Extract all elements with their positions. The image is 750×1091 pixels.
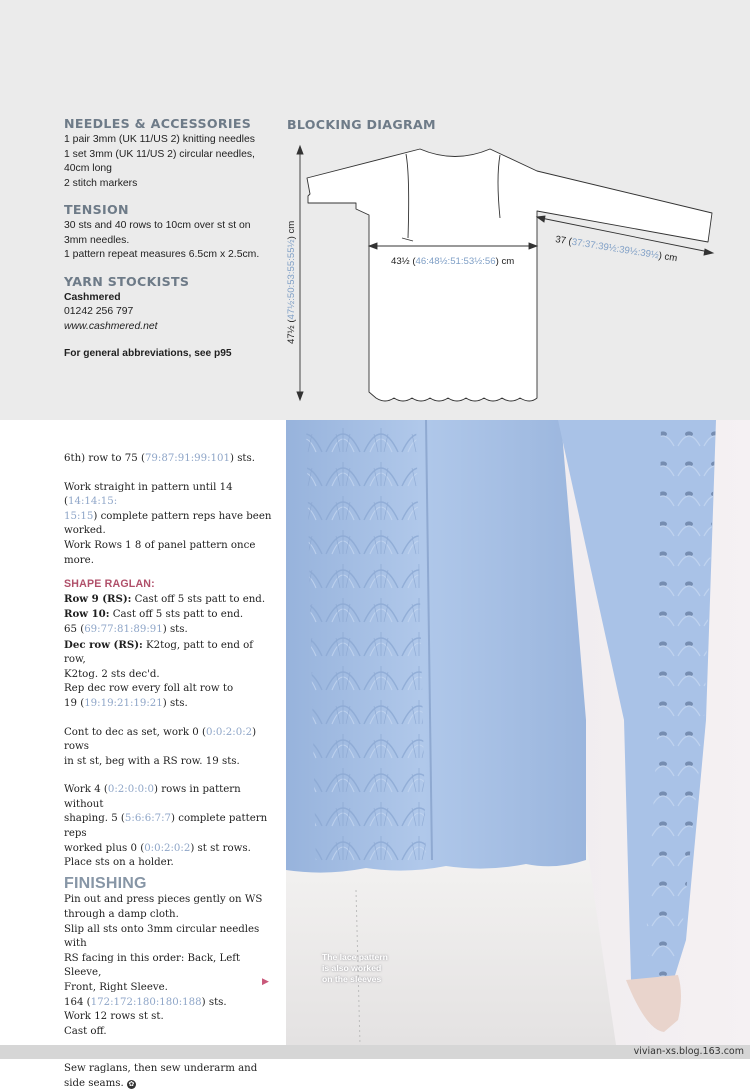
tension-line: 3mm needles. (64, 234, 130, 246)
abbreviations-note: For general abbreviations, see p95 (64, 348, 232, 360)
tension-line: 1 pattern repeat measures 6.5cm x 2.5cm. (64, 249, 260, 261)
sleeve-measurement: 37 (37:37:39½:39½:39½) cm (554, 234, 678, 265)
pattern-instructions (64, 452, 278, 1091)
yarn-stockist-website[interactable]: www.cashmered.net (64, 320, 158, 332)
sweater-outline (307, 149, 712, 401)
needles-line: 40cm long (64, 163, 112, 175)
needles-line: 1 set 3mm (UK 11/US 2) circular needles, (64, 148, 255, 160)
pattern-line: Row 9 (RS): Cast off 5 sts patt to end. (64, 592, 266, 605)
blocking-diagram-title: BLOCKING DIAGRAM (287, 117, 436, 132)
caption-line: The lace pattern (322, 952, 388, 962)
pattern-line: Dec row (RS): K2tog, patt to end of row, K2tog. 2 sts dec'd. (64, 638, 254, 680)
materials-column (64, 117, 279, 362)
length-measurement: 47½ (47½:50:53:55:55½) cm (286, 220, 297, 344)
pattern-line: Work 4 (0:2:0:0:0) rows in pattern without shaping. 5 (5:6:6:7:7) complete pattern reps worked plus 0 (0:0:2:0:2) st st rows. Place sts on a holder. (64, 784, 268, 869)
end-mark-icon: ✿ (128, 1079, 135, 1088)
photo-caption (322, 952, 402, 986)
arrow-head (537, 216, 545, 222)
pattern-line: 65 (69:77:81:89:91) sts. (64, 623, 188, 635)
needles-line: 2 stitch markers (64, 177, 138, 189)
chest-measurement: 43½ (46:48½:51:53½:56) cm (391, 256, 515, 267)
caption-line: on the sleeves (322, 974, 382, 985)
finishing-heading: FINISHING (64, 874, 147, 892)
yarn-heading: YARN STOCKISTS (64, 273, 190, 289)
needles-line: 1 pair 3mm (UK 11/US 2) knitting needles (64, 134, 255, 146)
needles-heading: NEEDLES & ACCESSORIES (64, 116, 252, 131)
watermark: vivian-xs.blog.163.com (633, 1046, 744, 1057)
arrow-head (297, 392, 303, 400)
blocking-diagram (280, 138, 730, 410)
yarn-stockist-name: Cashmered (64, 292, 121, 304)
pattern-line: Cont to dec as set, work 0 (0:0:2:0:2) rows in st st, beg with a RS row. 19 sts. (64, 726, 257, 767)
yarn-stockist-phone: 01242 256 797 (64, 306, 134, 318)
pattern-line: Pin out and press pieces gently on WS through a damp cloth. Slip all sts onto 3mm circular needles with RS facing in this order: Back, Left Sleeve, Front, Right Sleeve. 164 (172:172:180:180:188) sts. Work 12 rows st st. Cast off. (64, 894, 263, 1037)
pattern-line: Row 10: Cast off 5 sts patt to end. (64, 608, 244, 621)
caption-line: is also worked (322, 963, 382, 974)
tension-heading: TENSION (64, 202, 129, 218)
next-page-arrow-icon: ▶ (262, 976, 269, 986)
arrow-head (704, 249, 713, 255)
pattern-line: 6th) row to 75 (79:87:91:99:101) sts. (64, 453, 255, 464)
pattern-line: Work straight in pattern until 14 (14:14:15: 15:15) complete pattern reps have been worked. (64, 481, 272, 537)
tension-line: 30 sts and 40 rows to 10cm over st st on (64, 220, 251, 232)
shape-raglan-heading: SHAPE RAGLAN: (64, 578, 155, 591)
arrow-head (297, 146, 303, 154)
pattern-line: Rep dec row every foll alt row to 19 (19:19:21:19:21) sts. (64, 683, 234, 709)
pattern-line: Work Rows 1 8 of panel pattern once more. (64, 539, 256, 566)
pattern-line: Sew raglans, then sew underarm and side seams. ✿ (64, 1062, 258, 1089)
